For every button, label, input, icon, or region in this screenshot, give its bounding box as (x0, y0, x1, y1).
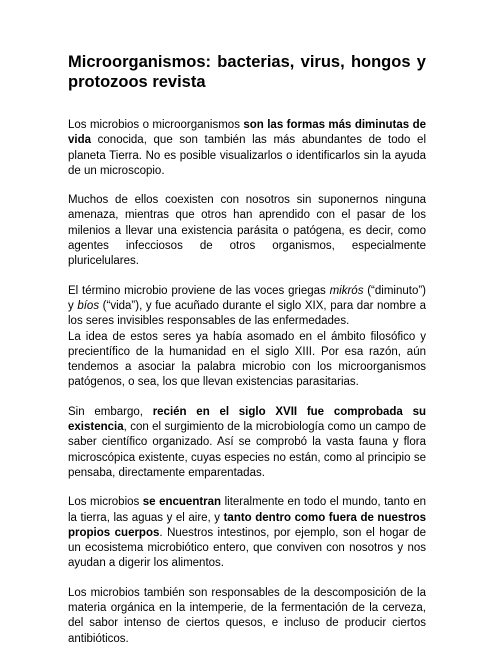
paragraph-3 (68, 284, 426, 330)
p5-text-a: Sin embargo, (68, 405, 153, 418)
paragraph-2 (68, 193, 426, 269)
paragraph-1 (68, 118, 426, 179)
p1-bold: son las formas más diminutas de vida (68, 119, 426, 147)
p7-text: Los microbios también son responsables de la descomposición de la materia orgánica en la intemperie, de la fermentación de la cerveza, del sabor intenso de ciertos quesos, e incluso de producir ciertos antibióticos. (68, 586, 426, 645)
p3-text-a: El término microbio proviene de las voces griegas (68, 284, 330, 297)
p6-text-a: Los microbios (68, 496, 143, 509)
paragraph-6 (68, 495, 426, 571)
p6-text-e: . Nuestros intestinos, por ejemplo, son el hogar de un ecosistema microbiótico entero, que conviven con nosotros y nos ayudan a digerir los alimentos. (68, 526, 426, 570)
p5-bold: recién en el siglo XVII fue comprobada su existencia (68, 405, 426, 434)
p4-text: La idea de estos seres ya había asomado en el ámbito filosófico y precientífico de la humanidad en el siglo XIII. Por esa razón, aún tendemos a asociar la palabra microbio con los microorganismos patógenos, o sea, los que llevan existencias parasitarias. (68, 330, 426, 389)
p3-italic-bios: bíos (77, 299, 100, 312)
p5-text-c: , con el surgimiento de la microbiología como un campo de saber científico organizado. Así se comprobó la vasta fauna y flora microscópica existente, cuyas especies no están, como al principio se pensaba, directamente emparentadas. (68, 421, 426, 479)
paragraph-4 (68, 330, 426, 391)
p3-text-e: (“vida”), y fue acuñado durante el siglo XIX, para dar nombre a los seres invisibles responsables de las enfermedades. (68, 299, 426, 328)
document-title (68, 52, 426, 92)
paragraph-5 (68, 405, 426, 481)
p6-text-c: literalmente en todo el mundo, tanto en la tierra, las aguas y el aire, y (68, 496, 426, 524)
p6-bold-2: tanto dentro como fuera de nuestros propios cuerpos (68, 511, 426, 539)
title-line-2: protozoos revista (68, 73, 206, 91)
p1-text-c: conocida, que son también las más abundantes de todo el planeta Tierra. No es posible visualizarlos o identificarlos sin la ayuda de un microscopio. (68, 134, 426, 177)
p6-bold-1: se encuentran (142, 496, 222, 509)
title-line-1: Microorganismos: bacterias, virus, hongos y (68, 53, 426, 71)
document-page (68, 52, 426, 661)
p1-text-a: Los microbios o microorganismos (68, 119, 244, 131)
p2-text: Muchos de ellos coexisten con nosotros sin suponernos ninguna amenaza, mientras que otros han aprendido con el pasar de los milenios a llevar una existencia parásita o patógena, es decir, como agentes infecciosos de otros organismos, especialmente pluricelulares. (68, 194, 426, 268)
p3-text-c: (“diminuto”) y (68, 284, 427, 312)
p3-italic-mikros: mikrós (329, 284, 364, 297)
paragraph-7 (68, 586, 426, 647)
